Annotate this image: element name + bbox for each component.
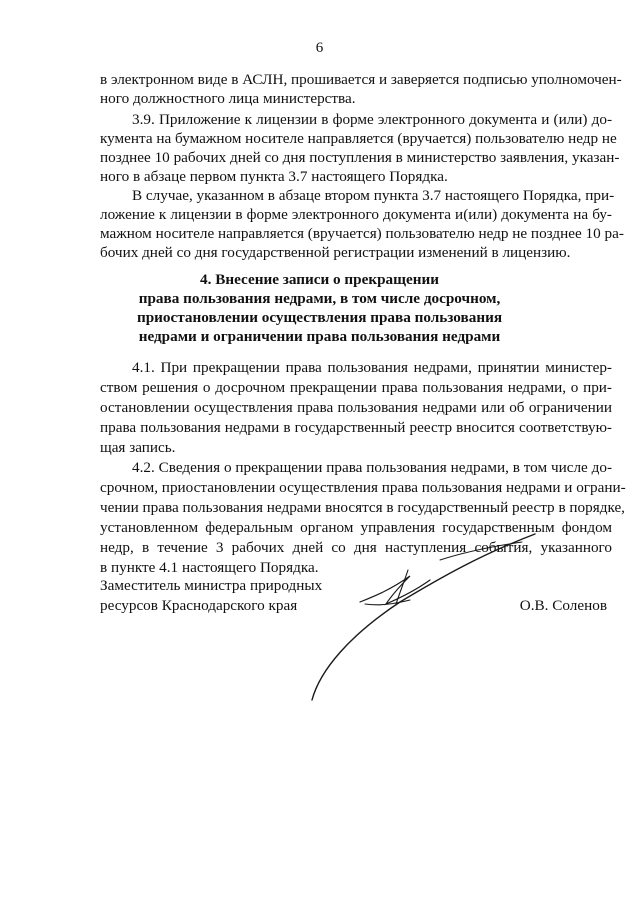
page-number: 6 bbox=[315, 40, 324, 56]
text-line: бочих дней со дня государственной регистрации изменений в лицензию. bbox=[100, 244, 571, 261]
text-line: позднее 10 рабочих дней со дня поступления в министерство заявления, указан- bbox=[100, 149, 620, 166]
text-line: мажном носителе направляется (вручается) пользователю недр не позднее 10 ра- bbox=[100, 225, 624, 242]
section-heading-line: приостановлении осуществления права пользования bbox=[136, 309, 503, 326]
text-line: срочном, приостановлении осуществления права пользования недрами и ограни- bbox=[100, 479, 626, 496]
signatory-position-line: Заместитель министра природных bbox=[100, 577, 323, 594]
text-line: недр, в течение 3 рабочих дней со дня наступления события, указанного bbox=[100, 539, 612, 556]
text-line: установленном федеральным органом управления государственным фондом bbox=[100, 519, 612, 536]
text-line: ного должностного лица министерства. bbox=[100, 90, 356, 107]
text-line: ного в абзаце первом пункта 3.7 настоящего Порядка. bbox=[100, 168, 448, 185]
text-line: щая запись. bbox=[100, 439, 176, 456]
signatory-name: О.В. Соленов bbox=[519, 597, 607, 614]
text-line: остановлении осуществления права пользования недрами или об ограничении bbox=[100, 399, 612, 416]
text-line: 4.1. При прекращении права пользования недрами, принятии министер- bbox=[132, 359, 612, 376]
handwritten-signature bbox=[290, 520, 550, 710]
text-line: ством решения о досрочном прекращении права пользования недрами, о при- bbox=[100, 379, 612, 396]
text-line: кумента на бумажном носителе направляется (вручается) пользователю недр не bbox=[100, 130, 617, 147]
signatory-position-line: ресурсов Краснодарского края bbox=[100, 597, 298, 614]
text-line: 4.2. Сведения о прекращении права пользования недрами, в том числе до- bbox=[132, 459, 612, 476]
text-line: ложение к лицензии в форме электронного документа и(или) документа на бу- bbox=[100, 206, 612, 223]
text-line: в электронном виде в АСЛН, прошивается и заверяется подписью уполномочен- bbox=[100, 71, 622, 88]
section-heading-line: недрами и ограничении права пользования недрами bbox=[138, 328, 501, 345]
text-line: 3.9. Приложение к лицензии в форме электронного документа и (или) до- bbox=[132, 111, 612, 128]
text-line: В случае, указанном в абзаце втором пункта 3.7 настоящего Порядка, при- bbox=[132, 187, 615, 204]
text-line: в пункте 4.1 настоящего Порядка. bbox=[100, 559, 319, 576]
text-line: права пользования недрами в государственный реестр вносится соответствую- bbox=[100, 419, 612, 436]
text-line: чении права пользования недрами вносятся в государственный реестр в порядке, bbox=[100, 499, 625, 516]
section-heading-line: 4. Внесение записи о прекращении bbox=[200, 271, 439, 288]
section-heading-line: права пользования недрами, в том числе досрочном, bbox=[138, 290, 501, 307]
